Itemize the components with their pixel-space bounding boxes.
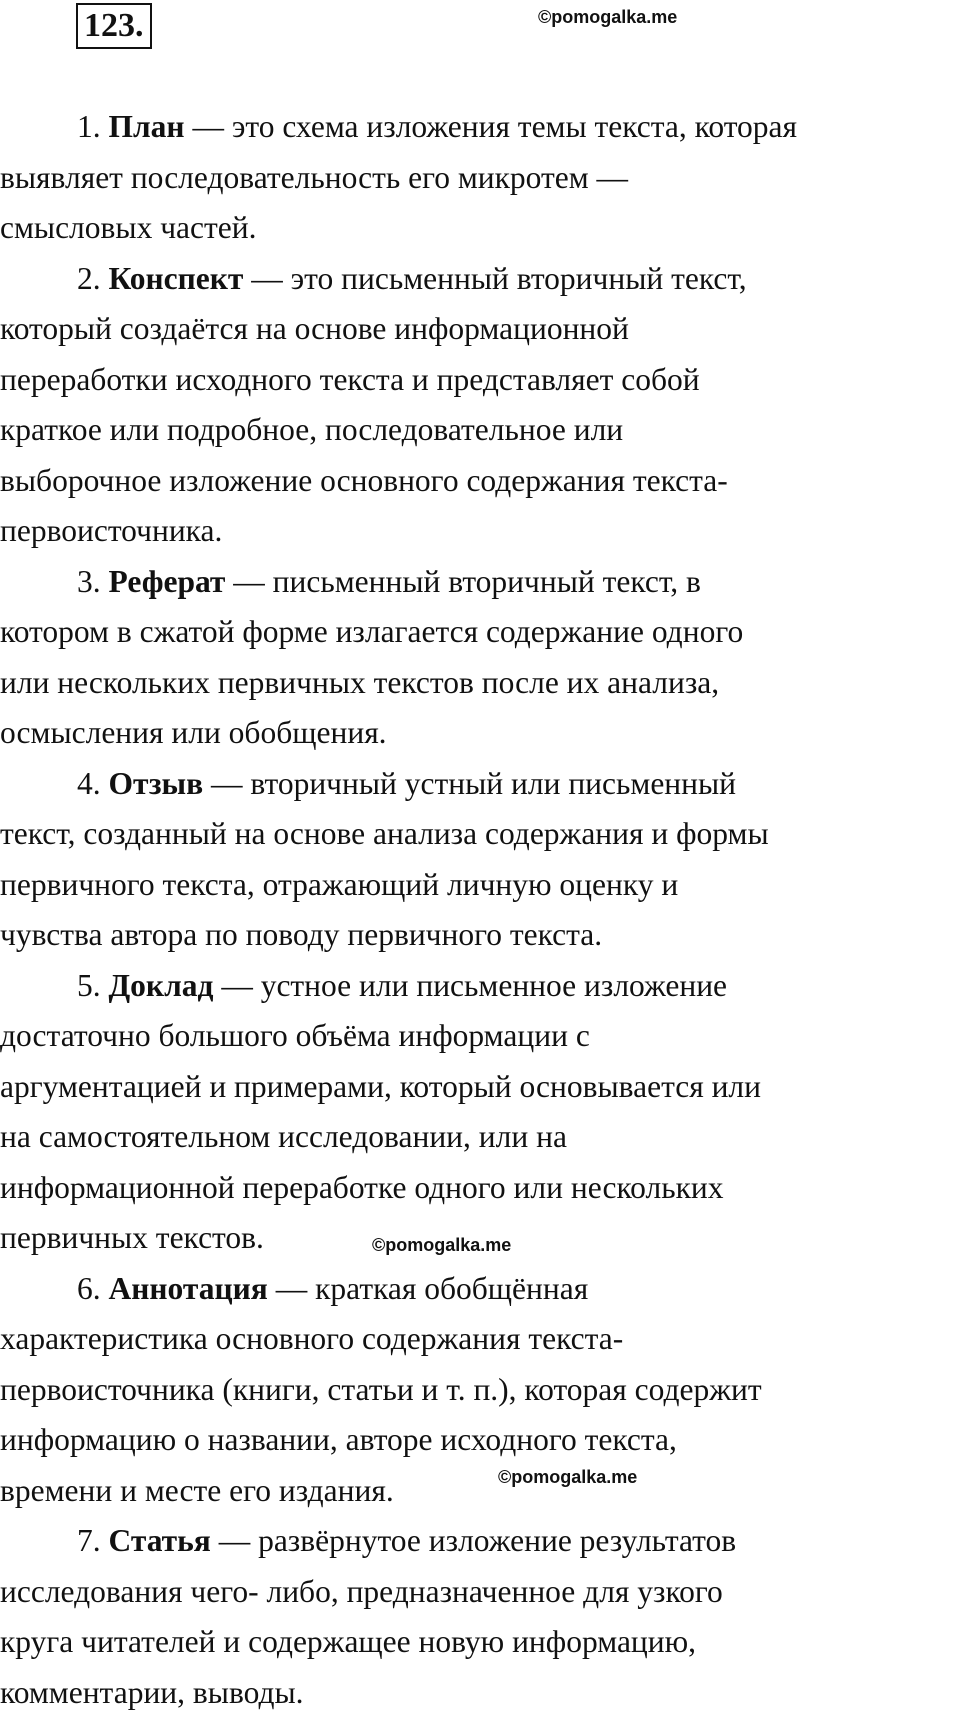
definition-number: 1. <box>77 109 109 144</box>
definition-term: Реферат <box>108 563 226 599</box>
definition-doklad <box>0 961 960 1264</box>
watermark-top: ©pomogalka.me <box>538 7 678 27</box>
definition-text: — развёрнутое изложение результатов исследования чего- либо, предназначенное для узкого круга читателей и содержащее новую информацию, комментарии, выводы. <box>0 1523 737 1710</box>
definition-text: — это схема изложения темы текста, которая выявляет последовательность его микротем — смысловых частей. <box>0 109 798 245</box>
definition-text: — вторичный устный или письменный текст, созданный на основе анализа содержания и формы первичного текста, отражающий личную оценку и чувства автора по поводу первичного текста. <box>0 765 769 952</box>
definition-plan <box>0 102 960 254</box>
watermark-middle: ©pomogalka.me <box>372 1235 512 1255</box>
definition-number: 4. <box>77 765 109 801</box>
exercise-number-box: 123. <box>76 3 152 49</box>
definition-otzyv <box>0 759 960 961</box>
definition-number: 3. <box>77 563 109 599</box>
definition-number: 5. <box>77 967 109 1003</box>
definition-referat <box>0 557 960 759</box>
definition-text: — письменный вторичный текст, в котором в сжатой форме излагается содержание одного или нескольких первичных текстов после их анализа, осмысления или обобщения. <box>0 563 744 750</box>
definition-text: — это письменный вторичный текст, который создаётся на основе информационной переработки исходного текста и представляет собой краткое или подробное, последовательное или выборочное изложение основного содержания текста- первоисточника. <box>0 260 747 548</box>
definition-term: План <box>108 109 185 144</box>
definition-number: 6. <box>77 1270 109 1306</box>
definition-text: — краткая обобщённая характеристика основного содержания текста- первоисточника (книги, статьи и т. п.), которая содержит информацию о названии, авторе исходного текста, времени и месте его издания. <box>0 1270 762 1508</box>
definition-term: Доклад <box>108 967 214 1003</box>
definition-term: Статья <box>108 1523 211 1558</box>
watermark-lower: ©pomogalka.me <box>498 1467 638 1487</box>
definition-konspekt <box>0 254 960 557</box>
definition-term: Конспект <box>108 260 244 296</box>
definition-term: Аннотация <box>108 1270 268 1306</box>
definition-number: 7. <box>77 1523 109 1558</box>
definition-annotaciya <box>0 1264 960 1517</box>
definition-text: — устное или письменное изложение достаточно большого объёма информации с аргументацией и примерами, который основывается или на самостоятельном исследовании, или на информационной переработке одного или нескольких первичных текстов. <box>0 967 761 1255</box>
definitions-list <box>0 102 960 1718</box>
definition-number: 2. <box>77 260 109 296</box>
definition-term: Отзыв <box>108 765 204 801</box>
definition-statya <box>0 1516 960 1718</box>
